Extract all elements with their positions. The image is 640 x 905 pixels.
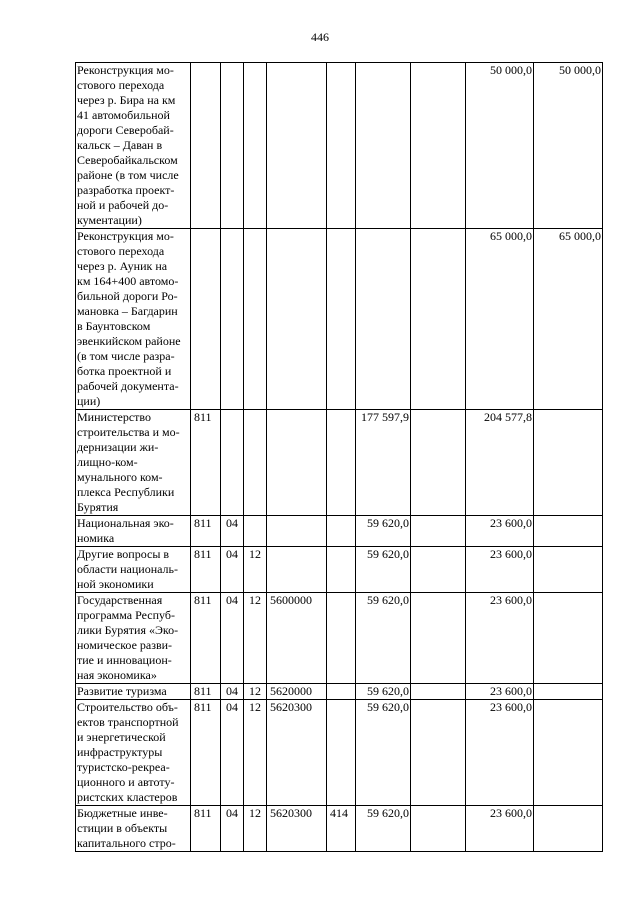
cell-amount-1: 59 620,0	[356, 516, 411, 547]
cell-expense-type	[327, 547, 356, 593]
table-row	[76, 700, 603, 806]
page-number: 446	[311, 30, 329, 44]
cell-expense-type	[327, 516, 356, 547]
cell-section-code: 04	[221, 593, 244, 684]
cell-section-code: 04	[221, 700, 244, 806]
cell-amount-2	[411, 684, 466, 700]
cell-section-code	[221, 63, 244, 229]
cell-amount-4	[534, 593, 603, 684]
cell-amount-3: 23 600,0	[466, 547, 534, 593]
cell-amount-3: 23 600,0	[466, 700, 534, 806]
cell-name: Другие вопросы в области националь- ной экономики	[76, 547, 191, 593]
table-row	[76, 63, 603, 229]
cell-expense-type	[327, 63, 356, 229]
budget-table	[75, 62, 603, 852]
table-row	[76, 229, 603, 410]
cell-subsection-code	[244, 516, 267, 547]
cell-target-article	[267, 410, 327, 516]
cell-subsection-code: 12	[244, 593, 267, 684]
cell-expense-type	[327, 410, 356, 516]
cell-amount-4	[534, 547, 603, 593]
cell-name: Бюджетные инве- стиции в объекты капитального стро-	[76, 806, 191, 852]
cell-target-article: 5620300	[267, 806, 327, 852]
cell-name: Национальная эко- номика	[76, 516, 191, 547]
cell-amount-3: 23 600,0	[466, 516, 534, 547]
cell-target-article: 5620300	[267, 700, 327, 806]
cell-subsection-code: 12	[244, 806, 267, 852]
cell-ministry-code: 811	[191, 547, 221, 593]
cell-subsection-code: 12	[244, 547, 267, 593]
cell-section-code: 04	[221, 516, 244, 547]
cell-section-code	[221, 229, 244, 410]
cell-subsection-code	[244, 229, 267, 410]
cell-amount-3: 23 600,0	[466, 684, 534, 700]
cell-name: Реконструкция мо- стового перехода через р. Бира на км 41 автомобильной дороги Северобай- кальск – Даван в Северобайкальском районе (в том числе разработка проект- ной и рабочей до- кументации)	[76, 63, 191, 229]
cell-amount-2	[411, 806, 466, 852]
cell-expense-type	[327, 593, 356, 684]
table-row	[76, 410, 603, 516]
cell-ministry-code	[191, 229, 221, 410]
cell-target-article	[267, 547, 327, 593]
table-body	[76, 63, 603, 852]
cell-section-code: 04	[221, 684, 244, 700]
cell-expense-type	[327, 229, 356, 410]
cell-ministry-code: 811	[191, 593, 221, 684]
cell-target-article: 5600000	[267, 593, 327, 684]
cell-amount-4	[534, 516, 603, 547]
cell-amount-2	[411, 229, 466, 410]
cell-amount-1: 59 620,0	[356, 547, 411, 593]
cell-name: Министерство строительства и мо- дернизации жи- лищно-ком- мунального ком- плекса Республики Бурятия	[76, 410, 191, 516]
cell-amount-2	[411, 547, 466, 593]
cell-name: Государственная программа Респуб- лики Бурятия «Эко- номическое разви- тие и инновацион- ная экономика»	[76, 593, 191, 684]
cell-subsection-code: 12	[244, 700, 267, 806]
cell-expense-type	[327, 684, 356, 700]
cell-target-article	[267, 516, 327, 547]
cell-amount-4	[534, 700, 603, 806]
cell-target-article	[267, 63, 327, 229]
cell-amount-1: 59 620,0	[356, 806, 411, 852]
cell-amount-1: 59 620,0	[356, 700, 411, 806]
cell-section-code: 04	[221, 547, 244, 593]
cell-amount-3: 50 000,0	[466, 63, 534, 229]
table-row	[76, 806, 603, 852]
cell-amount-3: 23 600,0	[466, 806, 534, 852]
cell-amount-2	[411, 700, 466, 806]
cell-name: Строительство объ- ектов транспортной и энергетической инфраструктуры туристско-рекреа- ционного и автоту- ристских кластеров	[76, 700, 191, 806]
cell-amount-4	[534, 806, 603, 852]
table-row	[76, 684, 603, 700]
cell-ministry-code: 811	[191, 516, 221, 547]
cell-expense-type	[327, 700, 356, 806]
table-row	[76, 547, 603, 593]
cell-amount-3: 65 000,0	[466, 229, 534, 410]
cell-amount-2	[411, 63, 466, 229]
cell-name: Реконструкция мо- стового перехода через р. Ауник на км 164+400 автомо- бильной дороги Ро- мановка – Багдарин в Баунтовском эвенкийском районе (в том числе разра- ботка проектной и рабочей документа- ции)	[76, 229, 191, 410]
cell-ministry-code: 811	[191, 684, 221, 700]
table-row	[76, 593, 603, 684]
table-row	[76, 516, 603, 547]
cell-target-article	[267, 229, 327, 410]
cell-section-code: 04	[221, 806, 244, 852]
cell-subsection-code: 12	[244, 684, 267, 700]
cell-amount-2	[411, 516, 466, 547]
cell-section-code	[221, 410, 244, 516]
cell-amount-1	[356, 229, 411, 410]
cell-target-article: 5620000	[267, 684, 327, 700]
cell-ministry-code	[191, 63, 221, 229]
cell-ministry-code: 811	[191, 806, 221, 852]
cell-amount-1	[356, 63, 411, 229]
cell-amount-1: 59 620,0	[356, 593, 411, 684]
cell-subsection-code	[244, 63, 267, 229]
cell-amount-2	[411, 593, 466, 684]
cell-amount-1: 59 620,0	[356, 684, 411, 700]
cell-name: Развитие туризма	[76, 684, 191, 700]
cell-amount-4	[534, 410, 603, 516]
cell-ministry-code: 811	[191, 700, 221, 806]
cell-amount-4	[534, 684, 603, 700]
cell-subsection-code	[244, 410, 267, 516]
cell-expense-type: 414	[327, 806, 356, 852]
cell-ministry-code: 811	[191, 410, 221, 516]
cell-amount-1: 177 597,9	[356, 410, 411, 516]
cell-amount-4: 50 000,0	[534, 63, 603, 229]
cell-amount-4: 65 000,0	[534, 229, 603, 410]
cell-amount-3: 23 600,0	[466, 593, 534, 684]
cell-amount-2	[411, 410, 466, 516]
cell-amount-3: 204 577,8	[466, 410, 534, 516]
